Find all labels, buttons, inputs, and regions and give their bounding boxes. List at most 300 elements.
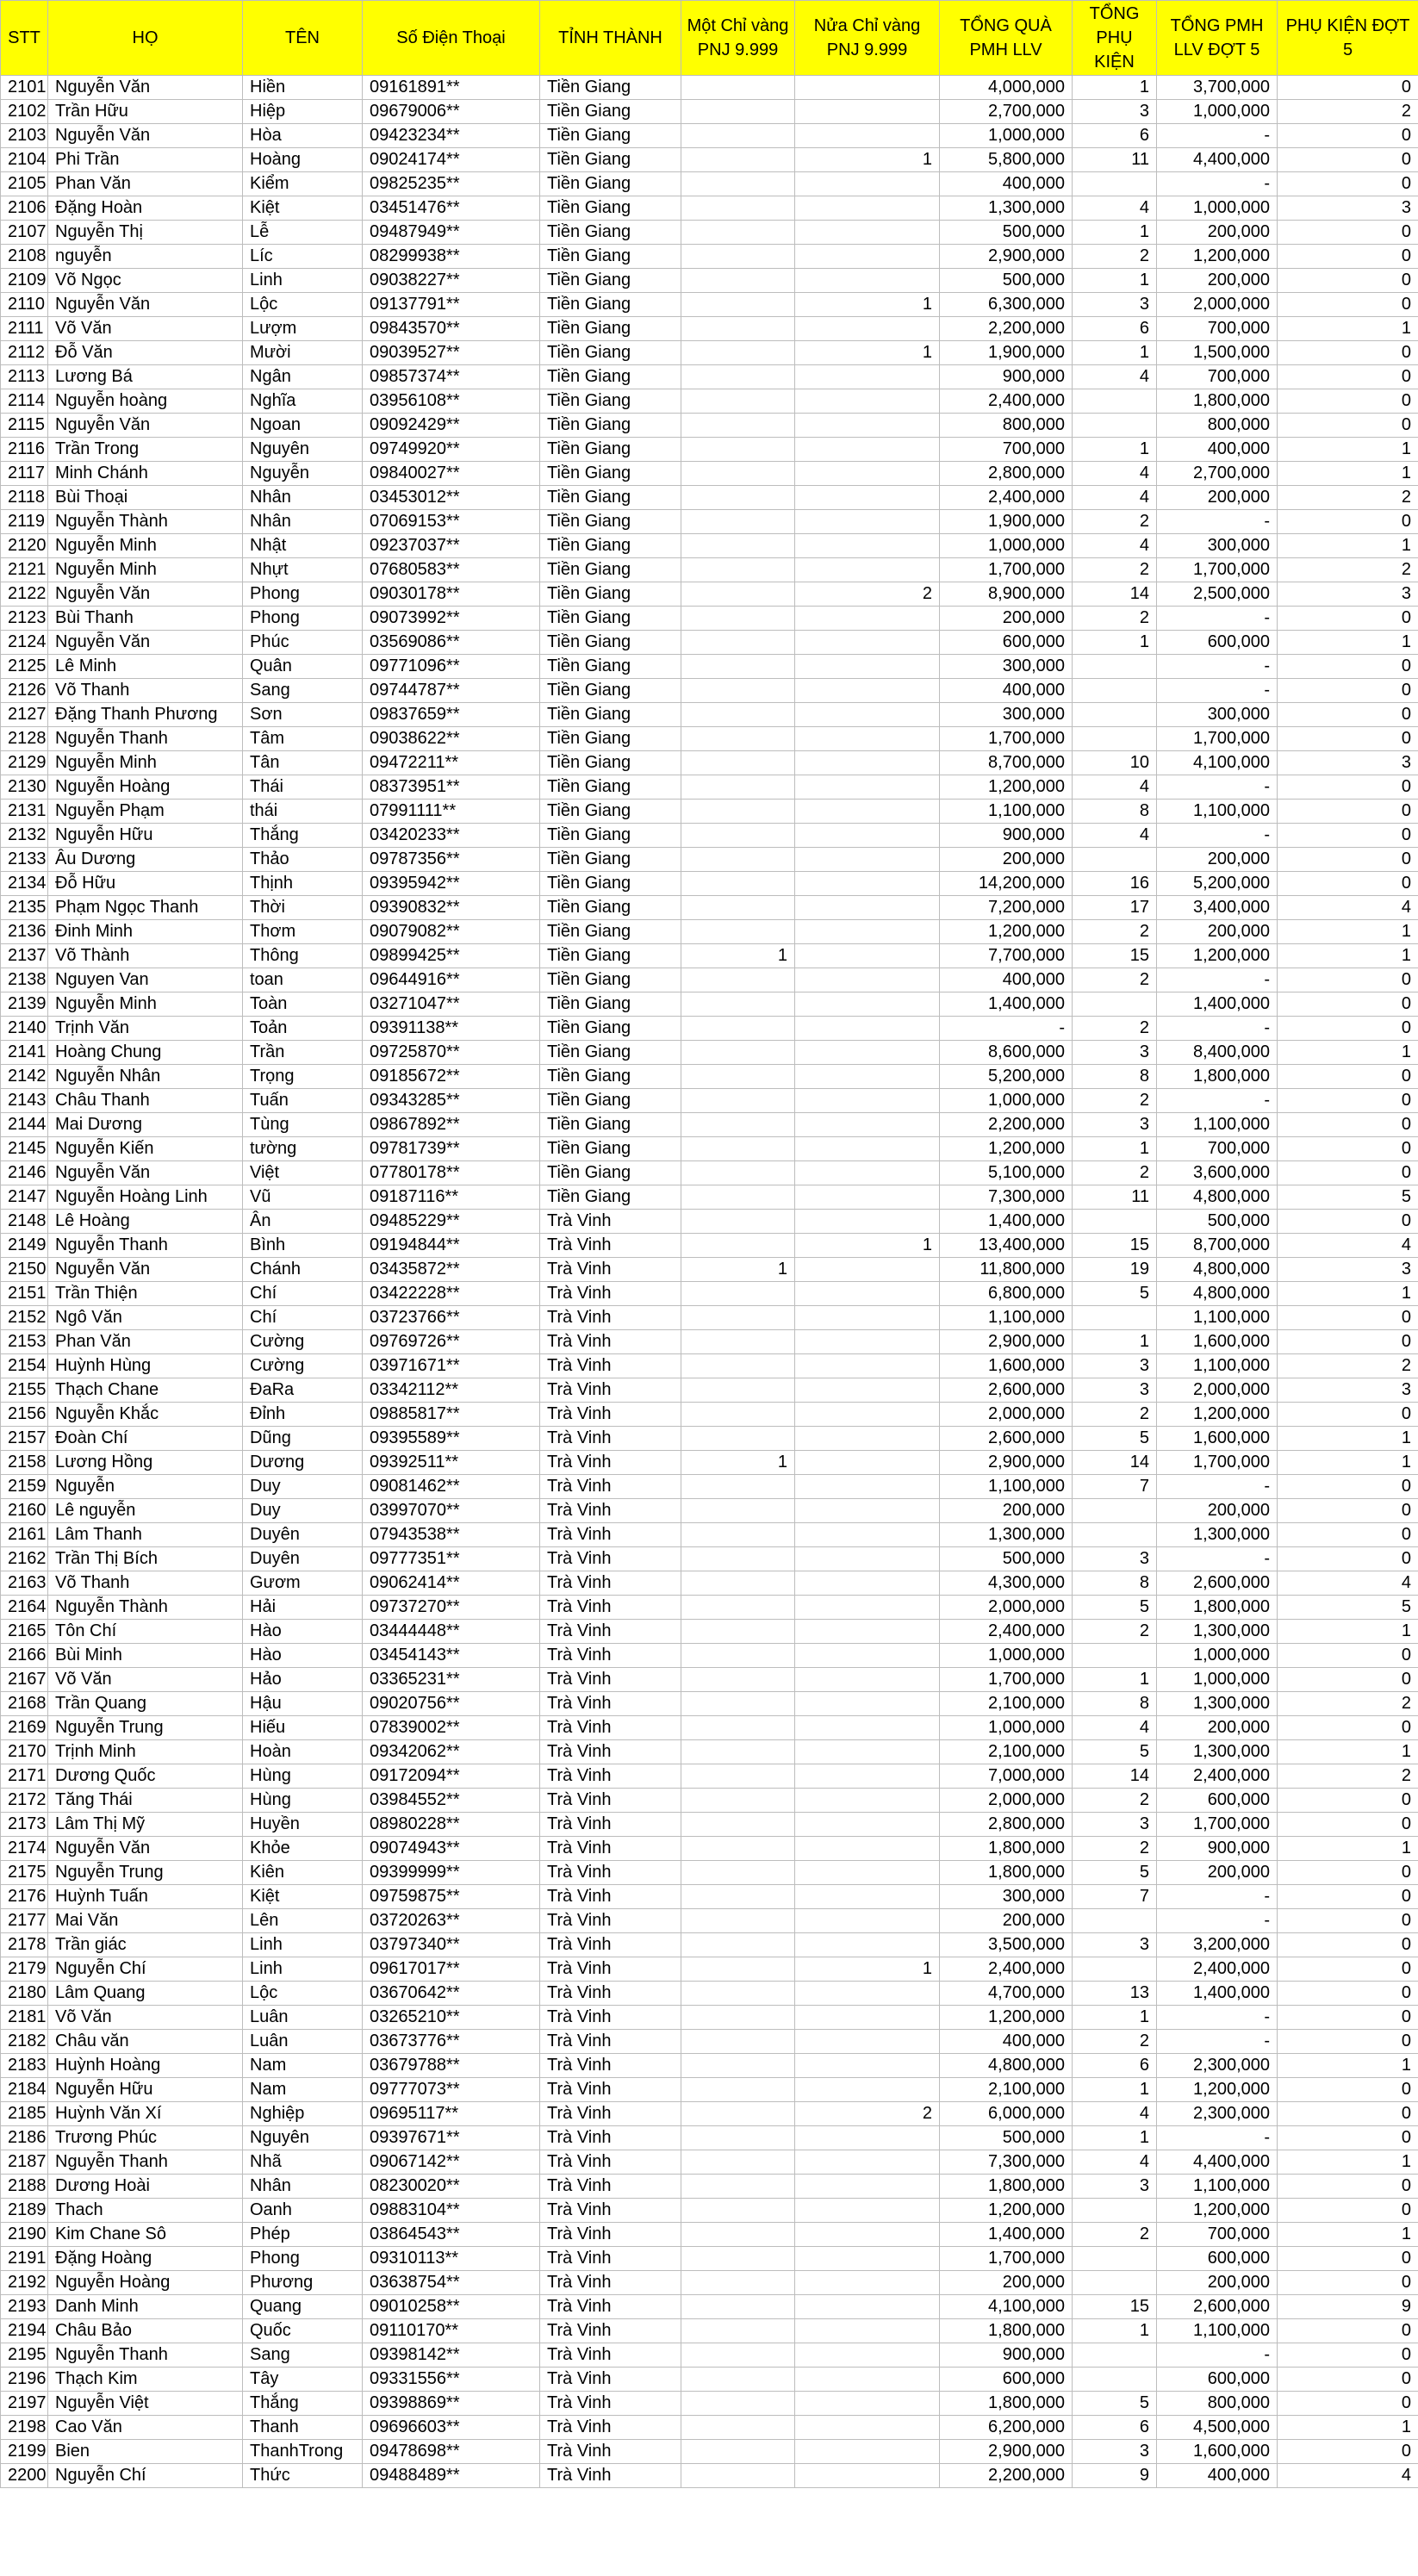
cell-tong-qua: 2,800,000 — [940, 1813, 1073, 1837]
cell-stt: 2182 — [1, 2030, 48, 2054]
cell-phone: 09067142** — [363, 2150, 540, 2175]
cell-nua-chi — [795, 438, 940, 462]
cell-ten: Nhựt — [243, 558, 363, 582]
cell-nua-chi — [795, 1137, 940, 1161]
cell-province: Trà Vinh — [540, 1813, 681, 1837]
cell-tong-qua: 2,400,000 — [940, 1620, 1073, 1644]
cell-ten: Luân — [243, 2006, 363, 2030]
cell-stt: 2101 — [1, 76, 48, 100]
cell-phone: 03569086** — [363, 631, 540, 655]
cell-tong-phu-kien: 2 — [1073, 510, 1157, 534]
cell-province: Tiền Giang — [540, 317, 681, 341]
cell-tong-qua: 2,000,000 — [940, 1596, 1073, 1620]
cell-phone: 03956108** — [363, 389, 540, 414]
cell-ten: Tuấn — [243, 1089, 363, 1113]
table-row — [1, 462, 1418, 486]
cell-ho: Đặng Hoàng — [48, 2247, 243, 2271]
cell-phone: 09161891** — [363, 76, 540, 100]
cell-tong-phu-kien: 3 — [1073, 1041, 1157, 1065]
cell-pmh-dot5: - — [1157, 1089, 1278, 1113]
cell-province: Trà Vinh — [540, 1403, 681, 1427]
cell-ten: Lượm — [243, 317, 363, 341]
cell-phone: 09137791** — [363, 293, 540, 317]
cell-phu-kien-dot5: 0 — [1278, 1668, 1418, 1692]
table-row — [1, 1523, 1418, 1547]
cell-tong-phu-kien: 1 — [1073, 221, 1157, 245]
cell-ho: Trần Thiện — [48, 1282, 243, 1306]
cell-province: Trà Vinh — [540, 1668, 681, 1692]
cell-phu-kien-dot5: 1 — [1278, 1620, 1418, 1644]
cell-province: Tiền Giang — [540, 510, 681, 534]
cell-phu-kien-dot5: 0 — [1278, 703, 1418, 727]
cell-province: Trà Vinh — [540, 1716, 681, 1740]
cell-mot-chi — [681, 1306, 795, 1330]
cell-ten: Dương — [243, 1451, 363, 1475]
table-row — [1, 245, 1418, 269]
cell-phone: 09342062** — [363, 1740, 540, 1764]
cell-ten: Thời — [243, 896, 363, 920]
cell-province: Tiền Giang — [540, 1113, 681, 1137]
cell-stt: 2196 — [1, 2368, 48, 2392]
cell-pmh-dot5: 1,600,000 — [1157, 2440, 1278, 2464]
cell-pmh-dot5: 1,600,000 — [1157, 1427, 1278, 1451]
table-row — [1, 1547, 1418, 1571]
cell-tong-qua: 1,100,000 — [940, 1306, 1073, 1330]
cell-ho: Bien — [48, 2440, 243, 2464]
cell-phone: 03453012** — [363, 486, 540, 510]
cell-pmh-dot5: 1,100,000 — [1157, 1113, 1278, 1137]
cell-ho: Trịnh Văn — [48, 1017, 243, 1041]
cell-phu-kien-dot5: 1 — [1278, 1837, 1418, 1861]
cell-nua-chi — [795, 196, 940, 221]
cell-phone: 09399999** — [363, 1861, 540, 1885]
cell-pmh-dot5: 700,000 — [1157, 317, 1278, 341]
cell-mot-chi — [681, 269, 795, 293]
cell-mot-chi — [681, 2126, 795, 2150]
cell-ho: Phi Trần — [48, 148, 243, 172]
cell-mot-chi — [681, 824, 795, 848]
cell-tong-phu-kien: 16 — [1073, 872, 1157, 896]
cell-phu-kien-dot5: 1 — [1278, 317, 1418, 341]
cell-stt: 2144 — [1, 1113, 48, 1137]
cell-pmh-dot5: 8,400,000 — [1157, 1041, 1278, 1065]
cell-province: Trà Vinh — [540, 2392, 681, 2416]
cell-tong-phu-kien — [1073, 727, 1157, 751]
cell-phu-kien-dot5: 2 — [1278, 1764, 1418, 1789]
cell-stt: 2197 — [1, 2392, 48, 2416]
cell-ho: Nguyễn Việt — [48, 2392, 243, 2416]
cell-stt: 2122 — [1, 582, 48, 607]
cell-ten: Tùng — [243, 1113, 363, 1137]
cell-mot-chi: 1 — [681, 1451, 795, 1475]
cell-tong-qua: 1,800,000 — [940, 2319, 1073, 2343]
cell-phu-kien-dot5: 1 — [1278, 2150, 1418, 2175]
cell-phone: 07991111** — [363, 800, 540, 824]
cell-nua-chi — [795, 534, 940, 558]
cell-stt: 2151 — [1, 1282, 48, 1306]
cell-phu-kien-dot5: 2 — [1278, 558, 1418, 582]
cell-nua-chi — [795, 800, 940, 824]
cell-mot-chi — [681, 389, 795, 414]
cell-tong-qua: 1,800,000 — [940, 1837, 1073, 1861]
table-row — [1, 2126, 1418, 2150]
cell-nua-chi — [795, 2199, 940, 2223]
cell-tong-qua: 900,000 — [940, 365, 1073, 389]
table-row — [1, 1403, 1418, 1427]
cell-province: Tiền Giang — [540, 992, 681, 1017]
cell-pmh-dot5: 1,800,000 — [1157, 389, 1278, 414]
cell-ho: Nguyễn Hữu — [48, 2078, 243, 2102]
cell-phone: 09488489** — [363, 2464, 540, 2488]
cell-pmh-dot5: - — [1157, 655, 1278, 679]
cell-phone: 09837659** — [363, 703, 540, 727]
cell-phone: 09777351** — [363, 1547, 540, 1571]
cell-tong-qua: 1,000,000 — [940, 1644, 1073, 1668]
cell-ho: Võ Thanh — [48, 1571, 243, 1596]
table-row — [1, 1861, 1418, 1885]
cell-ho: Nguyễn Minh — [48, 751, 243, 775]
cell-province: Trà Vinh — [540, 1692, 681, 1716]
cell-tong-qua: 1,300,000 — [940, 196, 1073, 221]
cell-province: Tiền Giang — [540, 76, 681, 100]
cell-pmh-dot5: 700,000 — [1157, 1137, 1278, 1161]
cell-tong-qua: 2,100,000 — [940, 1740, 1073, 1764]
cell-mot-chi — [681, 1716, 795, 1740]
cell-ten: Tây — [243, 2368, 363, 2392]
cell-tong-phu-kien: 14 — [1073, 1764, 1157, 1789]
cell-pmh-dot5: 200,000 — [1157, 269, 1278, 293]
cell-nua-chi: 1 — [795, 148, 940, 172]
cell-phu-kien-dot5: 0 — [1278, 389, 1418, 414]
cell-phone: 03265210** — [363, 2006, 540, 2030]
cell-ten: Ngoan — [243, 414, 363, 438]
cell-mot-chi — [681, 1571, 795, 1596]
cell-ho: Lâm Thanh — [48, 1523, 243, 1547]
cell-tong-qua: 2,600,000 — [940, 1378, 1073, 1403]
cell-mot-chi — [681, 1017, 795, 1041]
cell-phone: 03670642** — [363, 1982, 540, 2006]
table-row — [1, 486, 1418, 510]
cell-tong-qua: 2,200,000 — [940, 1113, 1073, 1137]
cell-stt: 2148 — [1, 1210, 48, 1234]
cell-nua-chi — [795, 1789, 940, 1813]
cell-ten: Thanh — [243, 2416, 363, 2440]
cell-ten: Nghĩa — [243, 389, 363, 414]
cell-ten: Khỏe — [243, 1837, 363, 1861]
cell-phone: 09398869** — [363, 2392, 540, 2416]
cell-province: Trà Vinh — [540, 2175, 681, 2199]
cell-province: Trà Vinh — [540, 2368, 681, 2392]
cell-tong-qua: 1,000,000 — [940, 124, 1073, 148]
cell-province: Trà Vinh — [540, 1837, 681, 1861]
table-row — [1, 2223, 1418, 2247]
cell-tong-phu-kien: 2 — [1073, 1837, 1157, 1861]
cell-mot-chi — [681, 1185, 795, 1210]
cell-pmh-dot5: 1,700,000 — [1157, 558, 1278, 582]
cell-phu-kien-dot5: 0 — [1278, 1113, 1418, 1137]
cell-ho: Huỳnh Văn Xí — [48, 2102, 243, 2126]
cell-phu-kien-dot5: 3 — [1278, 1258, 1418, 1282]
cell-ho: nguyễn — [48, 245, 243, 269]
cell-phone: 03444448** — [363, 1620, 540, 1644]
cell-ten: Nhã — [243, 2150, 363, 2175]
cell-phu-kien-dot5: 0 — [1278, 245, 1418, 269]
table-row — [1, 2343, 1418, 2368]
cell-stt: 2120 — [1, 534, 48, 558]
cell-mot-chi — [681, 317, 795, 341]
cell-nua-chi — [795, 2392, 940, 2416]
cell-phone: 09343285** — [363, 1089, 540, 1113]
cell-ten: Quân — [243, 655, 363, 679]
cell-ho: Lâm Thị Mỹ — [48, 1813, 243, 1837]
cell-phu-kien-dot5: 5 — [1278, 1596, 1418, 1620]
table-row — [1, 2199, 1418, 2223]
cell-ho: Nguyễn Văn — [48, 631, 243, 655]
cell-stt: 2133 — [1, 848, 48, 872]
cell-phone: 09644916** — [363, 968, 540, 992]
cell-mot-chi — [681, 1330, 795, 1354]
cell-phu-kien-dot5: 1 — [1278, 631, 1418, 655]
cell-tong-phu-kien: 2 — [1073, 2223, 1157, 2247]
cell-mot-chi — [681, 1837, 795, 1861]
table-row — [1, 944, 1418, 968]
cell-nua-chi — [795, 1499, 940, 1523]
table-row — [1, 1354, 1418, 1378]
cell-province: Trà Vinh — [540, 1547, 681, 1571]
cell-phone: 09787356** — [363, 848, 540, 872]
cell-ho: Lê nguyễn — [48, 1499, 243, 1523]
cell-ten: Hoàng — [243, 148, 363, 172]
table-row — [1, 1789, 1418, 1813]
cell-province: Tiền Giang — [540, 196, 681, 221]
cell-phu-kien-dot5: 4 — [1278, 1234, 1418, 1258]
cell-pmh-dot5: 1,200,000 — [1157, 1403, 1278, 1427]
cell-ten: Duyên — [243, 1523, 363, 1547]
cell-province: Trà Vinh — [540, 1596, 681, 1620]
cell-phu-kien-dot5: 0 — [1278, 1933, 1418, 1957]
cell-nua-chi — [795, 1837, 940, 1861]
cell-pmh-dot5: 1,000,000 — [1157, 196, 1278, 221]
cell-ho: Nguyễn Hoàng — [48, 2271, 243, 2295]
cell-tong-qua: 2,100,000 — [940, 2078, 1073, 2102]
cell-phu-kien-dot5: 2 — [1278, 1692, 1418, 1716]
cell-tong-qua: 2,400,000 — [940, 1957, 1073, 1982]
cell-tong-qua: 200,000 — [940, 1909, 1073, 1933]
cell-province: Trà Vinh — [540, 2464, 681, 2488]
cell-province: Trà Vinh — [540, 2440, 681, 2464]
cell-pmh-dot5: 700,000 — [1157, 365, 1278, 389]
cell-tong-phu-kien — [1073, 1210, 1157, 1234]
cell-tong-phu-kien — [1073, 1644, 1157, 1668]
cell-stt: 2191 — [1, 2247, 48, 2271]
cell-nua-chi — [795, 824, 940, 848]
cell-tong-qua: 1,000,000 — [940, 1716, 1073, 1740]
cell-tong-qua: 4,700,000 — [940, 1982, 1073, 2006]
cell-tong-qua: 2,800,000 — [940, 462, 1073, 486]
cell-tong-qua: 1,800,000 — [940, 1861, 1073, 1885]
cell-stt: 2167 — [1, 1668, 48, 1692]
cell-mot-chi — [681, 462, 795, 486]
cell-ten: Vũ — [243, 1185, 363, 1210]
cell-tong-phu-kien: 2 — [1073, 1403, 1157, 1427]
cell-tong-phu-kien: 1 — [1073, 631, 1157, 655]
table-row — [1, 2030, 1418, 2054]
cell-phone: 09390832** — [363, 896, 540, 920]
cell-stt: 2135 — [1, 896, 48, 920]
table-row — [1, 2006, 1418, 2030]
cell-tong-qua: 1,700,000 — [940, 1668, 1073, 1692]
cell-phu-kien-dot5: 0 — [1278, 1861, 1418, 1885]
cell-province: Trà Vinh — [540, 1523, 681, 1547]
cell-mot-chi — [681, 2006, 795, 2030]
cell-tong-phu-kien — [1073, 992, 1157, 1017]
cell-ho: Lâm Quang — [48, 1982, 243, 2006]
cell-ho: Huỳnh Hoàng — [48, 2054, 243, 2078]
cell-tong-phu-kien: 7 — [1073, 1475, 1157, 1499]
cell-mot-chi — [681, 1740, 795, 1764]
cell-ten: Sơn — [243, 703, 363, 727]
cell-province: Trà Vinh — [540, 1861, 681, 1885]
cell-nua-chi: 2 — [795, 2102, 940, 2126]
header-tinh-thanh: TỈNH THÀNH — [540, 1, 681, 76]
cell-stt: 2123 — [1, 607, 48, 631]
cell-province: Trà Vinh — [540, 2126, 681, 2150]
cell-pmh-dot5: 1,200,000 — [1157, 944, 1278, 968]
cell-ho: Minh Chánh — [48, 462, 243, 486]
cell-ho: Châu văn — [48, 2030, 243, 2054]
cell-phu-kien-dot5: 0 — [1278, 848, 1418, 872]
cell-tong-phu-kien — [1073, 1523, 1157, 1547]
cell-tong-phu-kien: 4 — [1073, 2150, 1157, 2175]
table-row — [1, 2319, 1418, 2343]
cell-ho: Nguyễn Thành — [48, 1596, 243, 1620]
cell-tong-qua: 1,000,000 — [940, 1089, 1073, 1113]
table-row — [1, 2150, 1418, 2175]
cell-ho: Trần Quang — [48, 1692, 243, 1716]
cell-phu-kien-dot5: 0 — [1278, 414, 1418, 438]
cell-ten: Duy — [243, 1475, 363, 1499]
cell-tong-qua: 200,000 — [940, 2271, 1073, 2295]
table-row — [1, 341, 1418, 365]
cell-pmh-dot5: 2,300,000 — [1157, 2102, 1278, 2126]
cell-mot-chi — [681, 2199, 795, 2223]
cell-ten: Phép — [243, 2223, 363, 2247]
cell-stt: 2156 — [1, 1403, 48, 1427]
cell-province: Trà Vinh — [540, 1909, 681, 1933]
cell-mot-chi — [681, 2343, 795, 2368]
table-row — [1, 438, 1418, 462]
cell-ten: Thơm — [243, 920, 363, 944]
cell-ten: Sang — [243, 679, 363, 703]
table-row — [1, 1982, 1418, 2006]
cell-phu-kien-dot5: 0 — [1278, 1523, 1418, 1547]
cell-ho: Nguyễn Văn — [48, 414, 243, 438]
cell-ho: Lê Hoàng — [48, 1210, 243, 1234]
cell-ten: Toản — [243, 1017, 363, 1041]
cell-tong-qua: 500,000 — [940, 1547, 1073, 1571]
cell-stt: 2164 — [1, 1596, 48, 1620]
cell-tong-qua: 5,100,000 — [940, 1161, 1073, 1185]
cell-pmh-dot5: 2,500,000 — [1157, 582, 1278, 607]
cell-stt: 2113 — [1, 365, 48, 389]
cell-province: Tiền Giang — [540, 800, 681, 824]
cell-nua-chi — [795, 1523, 940, 1547]
cell-phone: 09769726** — [363, 1330, 540, 1354]
cell-tong-phu-kien — [1073, 2271, 1157, 2295]
cell-phu-kien-dot5: 0 — [1278, 365, 1418, 389]
cell-ten: Nguyên — [243, 2126, 363, 2150]
cell-phone: 09749920** — [363, 438, 540, 462]
cell-tong-qua: 13,400,000 — [940, 1234, 1073, 1258]
cell-stt: 2165 — [1, 1620, 48, 1644]
cell-stt: 2136 — [1, 920, 48, 944]
cell-province: Tiền Giang — [540, 365, 681, 389]
cell-tong-qua: 2,400,000 — [940, 389, 1073, 414]
cell-pmh-dot5: 1,700,000 — [1157, 1813, 1278, 1837]
table-row — [1, 1909, 1418, 1933]
cell-pmh-dot5: 2,700,000 — [1157, 462, 1278, 486]
cell-mot-chi — [681, 2175, 795, 2199]
cell-phone: 09331556** — [363, 2368, 540, 2392]
cell-mot-chi — [681, 1210, 795, 1234]
cell-tong-phu-kien — [1073, 1499, 1157, 1523]
cell-tong-qua: - — [940, 1017, 1073, 1041]
cell-mot-chi — [681, 800, 795, 824]
cell-phone: 09391138** — [363, 1017, 540, 1041]
cell-ten: Ngân — [243, 365, 363, 389]
table-row — [1, 558, 1418, 582]
cell-ho: Nguyễn Văn — [48, 1258, 243, 1282]
cell-phone: 03720263** — [363, 1909, 540, 1933]
cell-ho: Nguyễn hoàng — [48, 389, 243, 414]
cell-phu-kien-dot5: 0 — [1278, 968, 1418, 992]
table-row — [1, 221, 1418, 245]
table-row — [1, 1210, 1418, 1234]
cell-phu-kien-dot5: 0 — [1278, 1644, 1418, 1668]
cell-nua-chi — [795, 124, 940, 148]
cell-phu-kien-dot5: 1 — [1278, 1740, 1418, 1764]
cell-province: Tiền Giang — [540, 703, 681, 727]
cell-stt: 2179 — [1, 1957, 48, 1982]
cell-phone: 09392511** — [363, 1451, 540, 1475]
cell-phu-kien-dot5: 0 — [1278, 800, 1418, 824]
cell-tong-phu-kien: 15 — [1073, 944, 1157, 968]
cell-phone: 09010258** — [363, 2295, 540, 2319]
cell-mot-chi — [681, 1547, 795, 1571]
cell-ten: Thái — [243, 775, 363, 800]
cell-province: Trà Vinh — [540, 2030, 681, 2054]
cell-stt: 2174 — [1, 1837, 48, 1861]
cell-mot-chi — [681, 2078, 795, 2102]
cell-ho: Lương Hồng — [48, 1451, 243, 1475]
cell-tong-phu-kien: 3 — [1073, 1547, 1157, 1571]
cell-ho: Nguyễn Minh — [48, 534, 243, 558]
cell-pmh-dot5: 300,000 — [1157, 703, 1278, 727]
cell-phone: 09725870** — [363, 1041, 540, 1065]
cell-phone: 08299938** — [363, 245, 540, 269]
cell-ho: Nguyễn Văn — [48, 1161, 243, 1185]
cell-tong-phu-kien: 5 — [1073, 1282, 1157, 1306]
cell-nua-chi — [795, 751, 940, 775]
cell-ten: Phương — [243, 2271, 363, 2295]
cell-tong-phu-kien: 1 — [1073, 341, 1157, 365]
cell-tong-phu-kien: 4 — [1073, 196, 1157, 221]
cell-nua-chi: 1 — [795, 341, 940, 365]
cell-ho: Lê Minh — [48, 655, 243, 679]
cell-ho: Lương Bá — [48, 365, 243, 389]
cell-tong-qua: 900,000 — [940, 2343, 1073, 2368]
cell-stt: 2195 — [1, 2343, 48, 2368]
